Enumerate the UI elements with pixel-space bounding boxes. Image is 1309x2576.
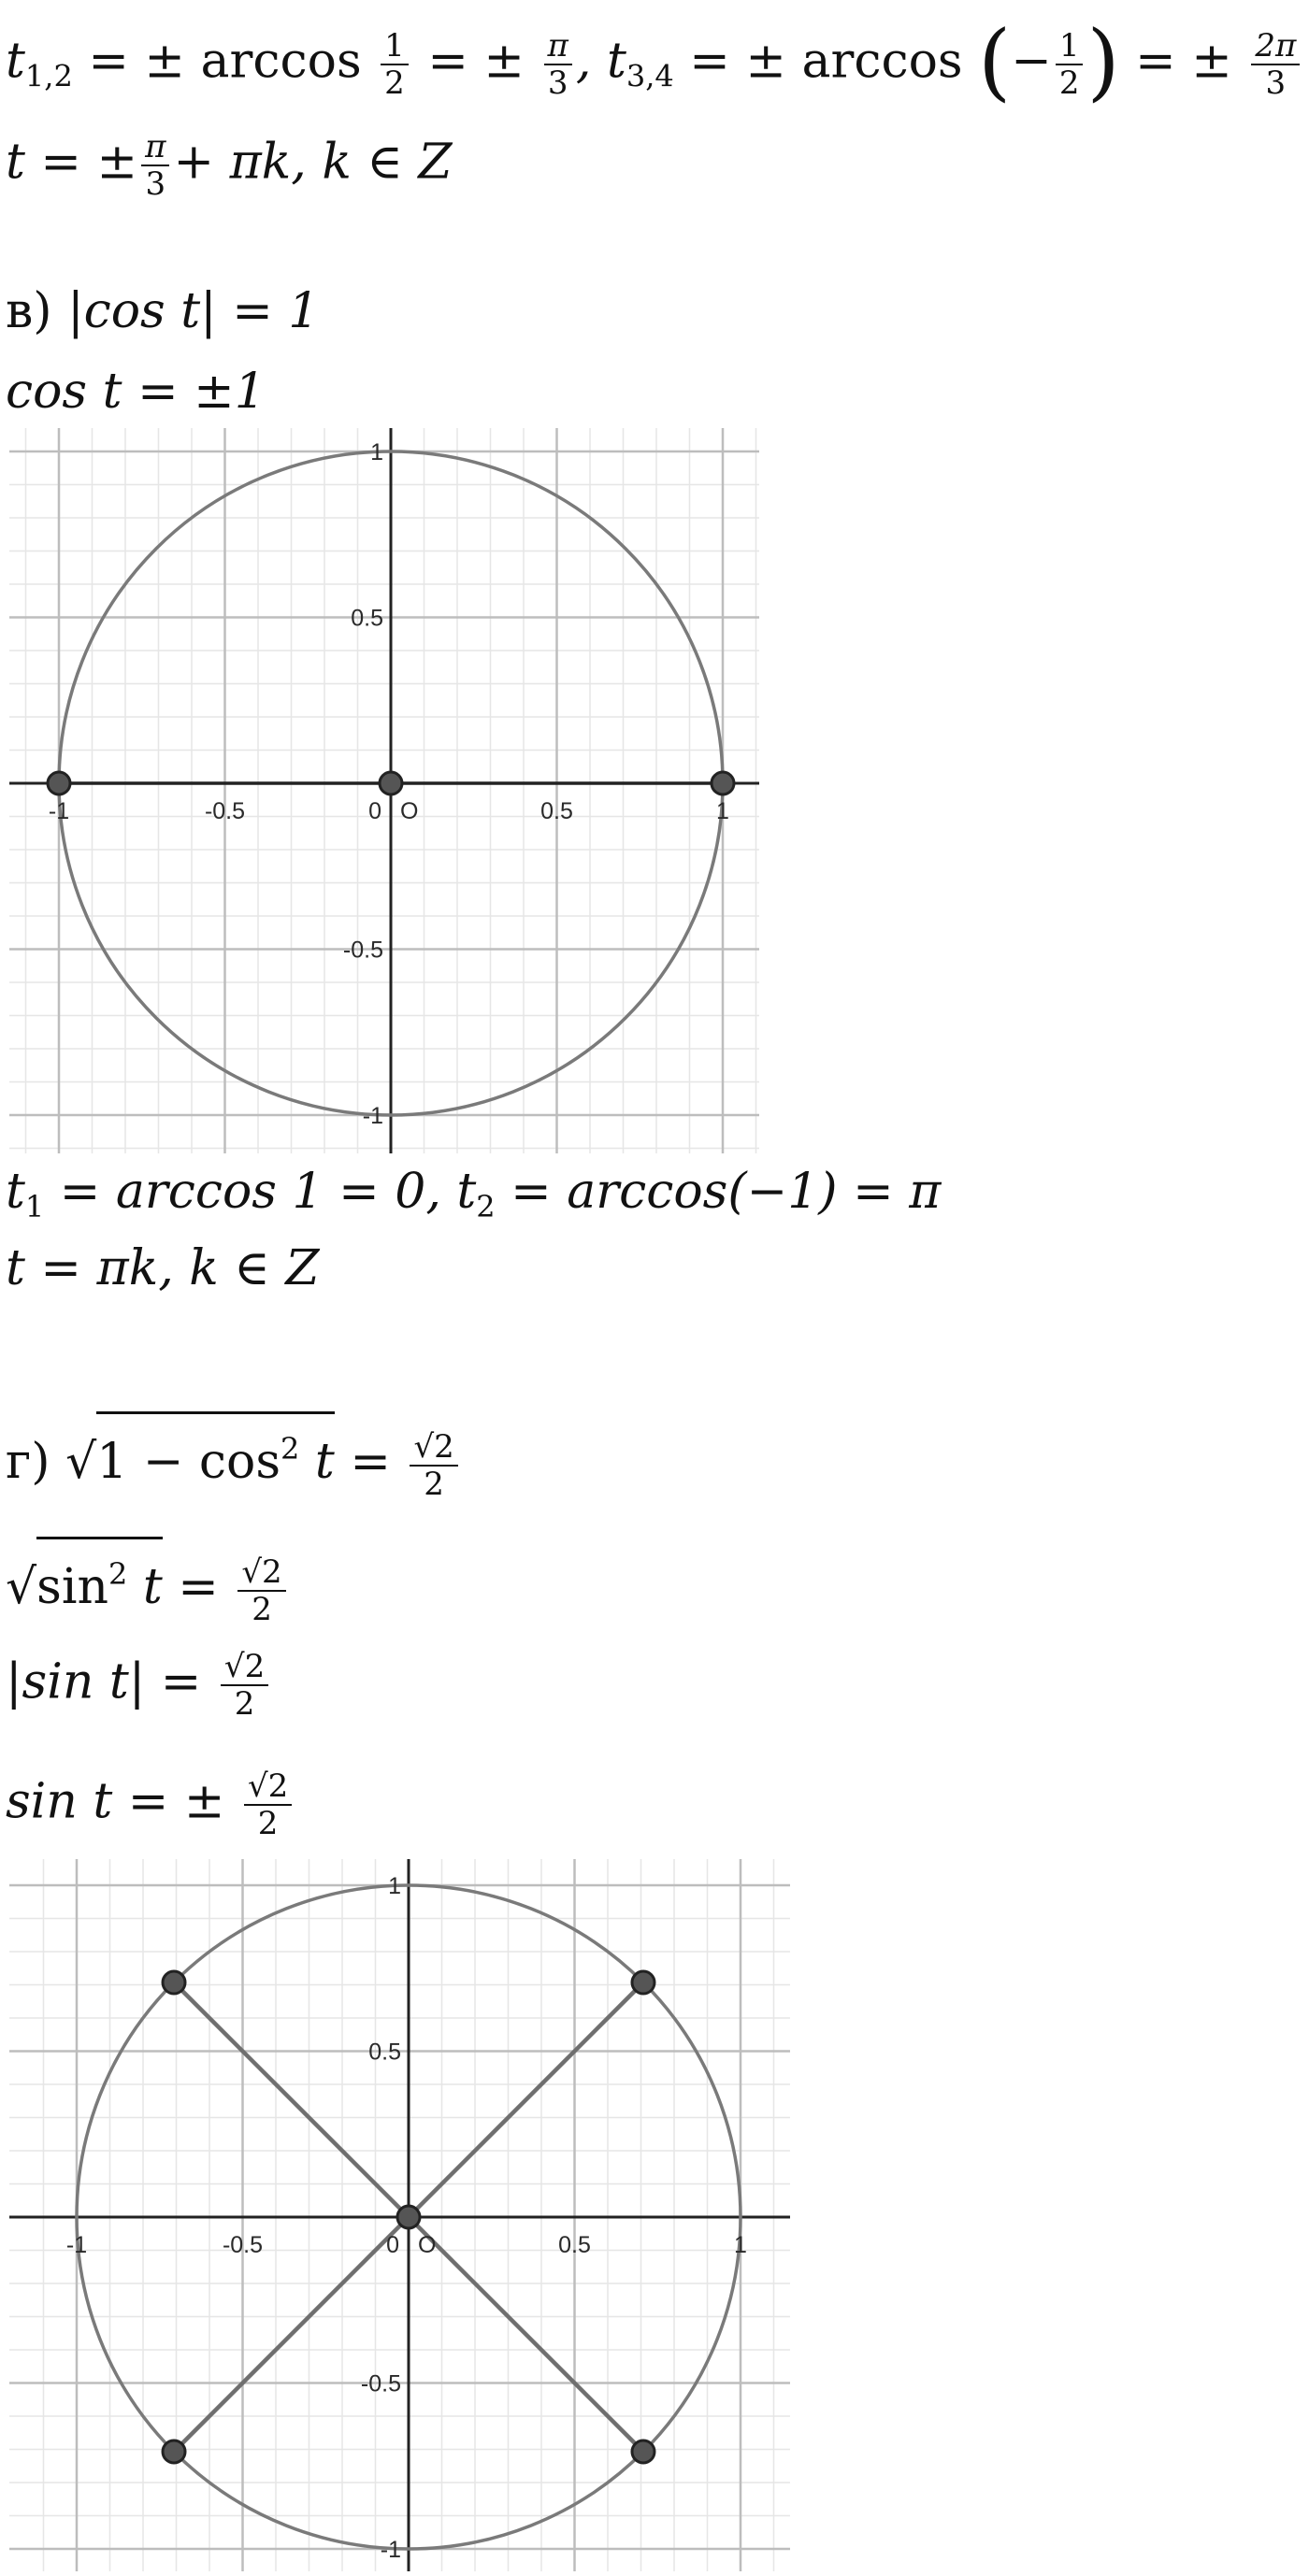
x-tick-label: 1 (734, 2232, 747, 2258)
text-run: sin (36, 1559, 108, 1615)
text-run: = ± (411, 33, 540, 90)
text-run: = arccos(−1) = π (495, 1164, 942, 1220)
subscript: 3,4 (626, 58, 674, 94)
x-tick-label: 0.5 (540, 798, 573, 824)
equation-text: sin t = ± (6, 1773, 240, 1830)
section-label: в) (6, 283, 68, 339)
equation-line-5 (6, 1159, 941, 1239)
denominator: 2 (257, 1805, 279, 1842)
superscript: 2 (108, 1556, 128, 1592)
numerator: 2π (1251, 28, 1300, 65)
y-tick-label: 0.5 (351, 605, 383, 632)
text-run: = (162, 1559, 235, 1615)
denominator: 3 (547, 64, 568, 102)
equation-text: cos t = ±1 (6, 364, 266, 420)
fraction (544, 28, 572, 101)
text-run: = arccos 1 = 0, t (44, 1164, 477, 1220)
point-marker (632, 1971, 654, 1994)
origin-label: O (418, 2232, 437, 2258)
paren-close: ) (1086, 12, 1120, 111)
x-tick-label: -1 (48, 798, 70, 824)
fraction (1251, 28, 1300, 101)
equation-line-4 (6, 359, 266, 424)
fraction (244, 1768, 292, 1841)
paren-open: ( (978, 12, 1012, 111)
text-run: = ± arccos (72, 33, 378, 90)
point-marker (163, 2440, 185, 2463)
sqrt-icon: √ (65, 1434, 97, 1490)
sqrt-icon: √ (6, 1559, 37, 1615)
text-run: = ± arccos (673, 33, 979, 90)
fraction (221, 1649, 268, 1722)
point-marker (397, 2206, 420, 2228)
numerator: π (544, 28, 572, 65)
y-tick-label: 0.5 (368, 2039, 401, 2066)
denominator: 2 (234, 1685, 255, 1723)
numerator: π (141, 129, 169, 166)
x-tick-label: -0.5 (204, 798, 246, 824)
x-tick-label: -0.5 (222, 2232, 264, 2258)
subscript: 1 (24, 1189, 45, 1224)
numerator: √2 (410, 1429, 457, 1467)
equation-line-8 (6, 1537, 290, 1627)
numerator: 1 (381, 28, 409, 65)
denominator: 2 (424, 1465, 444, 1503)
y-tick-label: -0.5 (360, 2370, 401, 2397)
equation-line-10 (6, 1768, 295, 1841)
x-tick-label: 0 (368, 798, 381, 824)
superscript: 2 (280, 1431, 300, 1467)
equation-line-6 (6, 1236, 319, 1301)
equation-text: t = πk, k ∈ Z (6, 1240, 320, 1296)
section-v-heading (6, 279, 319, 344)
denominator: 3 (145, 165, 166, 203)
section-label: г) (6, 1434, 66, 1490)
point-marker (163, 1971, 185, 1994)
equation-text: |cos t| = 1 (67, 283, 320, 339)
subscript: 2 (476, 1189, 496, 1224)
fraction (410, 1429, 457, 1502)
equation-line-1 (6, 12, 1303, 111)
text-run: , t (575, 33, 626, 90)
point-marker (48, 772, 70, 794)
denominator: 3 (1265, 64, 1287, 102)
x-tick-label: 1 (716, 798, 729, 824)
denominator: 2 (384, 64, 405, 102)
text-run: t (299, 1434, 335, 1490)
denominator: 2 (252, 1590, 272, 1628)
equation-line-2 (6, 129, 453, 202)
subscript: 1,2 (24, 58, 73, 94)
y-tick-label: -1 (362, 1103, 383, 1129)
numerator: 1 (1056, 28, 1084, 65)
section-g-heading (6, 1411, 462, 1502)
y-tick-label: -1 (380, 2537, 401, 2563)
point-marker (380, 772, 402, 794)
x-tick-label: -1 (65, 2232, 88, 2258)
text-run: = (334, 1434, 407, 1490)
text-run: + πk, k ∈ Z (173, 134, 453, 191)
y-tick-label: 1 (370, 439, 383, 465)
equation-text: |sin t| = (6, 1653, 217, 1710)
minus-sign: − (1011, 33, 1052, 90)
x-tick-label: 0 (386, 2232, 399, 2258)
y-tick-label: 1 (388, 1873, 401, 1899)
radicand (96, 1411, 335, 1495)
y-tick-label: -0.5 (342, 937, 383, 964)
var-t: t (6, 33, 25, 90)
unit-circle-graph-2 (0, 1855, 804, 2576)
text-run: 1 − cos (96, 1434, 281, 1490)
fraction (381, 28, 409, 101)
x-tick-label: 0.5 (558, 2232, 591, 2258)
point-marker (632, 2440, 654, 2463)
numerator: √2 (237, 1554, 285, 1592)
fraction (1056, 28, 1084, 101)
text-run: t (127, 1559, 163, 1615)
equation-line-9 (6, 1649, 272, 1722)
unit-circle-graph-1 (0, 422, 767, 1161)
radicand (36, 1537, 163, 1620)
numerator: √2 (244, 1768, 292, 1806)
origin-label: O (400, 798, 419, 824)
fraction (237, 1554, 285, 1627)
denominator: 2 (1058, 64, 1080, 102)
numerator: √2 (221, 1649, 268, 1686)
text-run: t = ± (6, 134, 138, 191)
text-run: = ± (1119, 33, 1248, 90)
fraction (141, 129, 169, 202)
point-marker (712, 772, 734, 794)
var-t: t (6, 1164, 25, 1220)
